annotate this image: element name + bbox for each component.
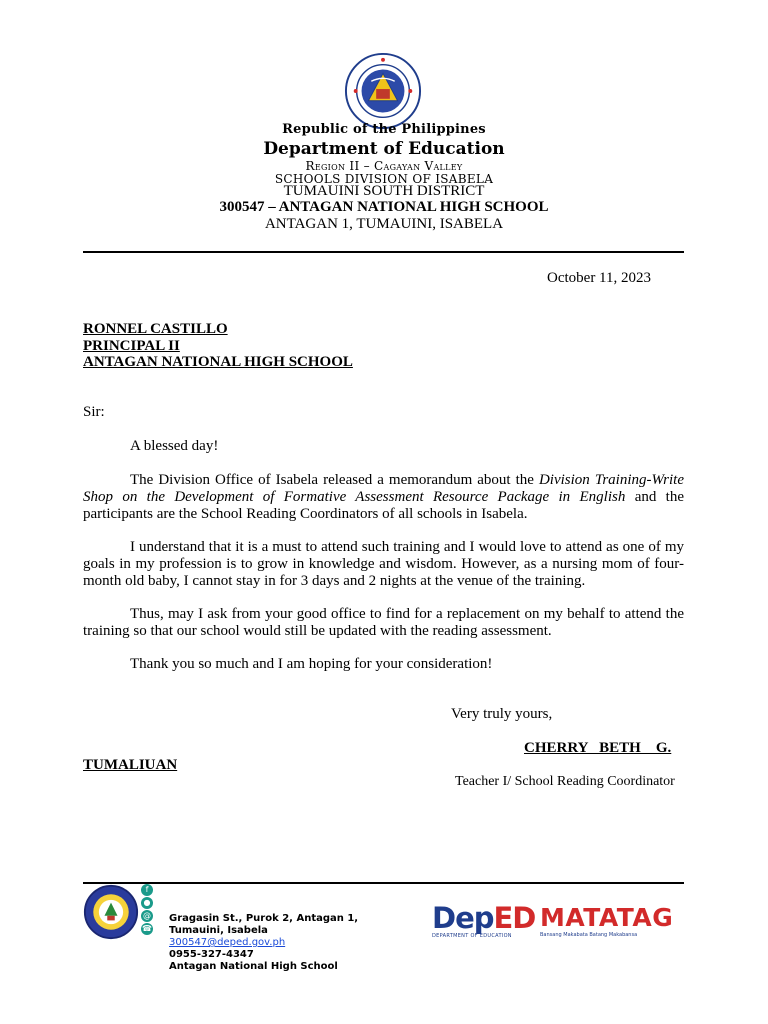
signer-title: Teacher I/ School Reading Coordinator xyxy=(455,774,675,789)
letter-date: October 11, 2023 xyxy=(547,270,652,286)
district-text: TUMAUINI SOUTH DISTRICT xyxy=(283,183,485,199)
recipient-name: RONNEL CASTILLO xyxy=(83,321,228,337)
paragraph-memorandum xyxy=(83,472,684,523)
signer-name-last: TUMALIUAN xyxy=(83,757,178,773)
signer-name-first: CHERRY BETH G. xyxy=(524,740,672,756)
region-text: Region II – Cagayan Valley xyxy=(305,159,463,173)
p1-before: The Division Office of Isabela released a memorandum about the xyxy=(130,472,539,488)
recipient-title: PRINCIPAL II xyxy=(83,338,180,354)
deped-seal-logo xyxy=(344,52,422,130)
recipient-school: ANTAGAN NATIONAL HIGH SCHOOL xyxy=(83,354,353,370)
deped-subtitle: DEPARTMENT OF EDUCATION xyxy=(432,933,512,939)
deped-logo xyxy=(432,903,535,939)
paragraph-request: Thus, may I ask from your good office to find for a replacement on my behalf to attend the training so that our school would still be updated with the reading assessment. xyxy=(83,606,684,639)
closing: Very truly yours, xyxy=(451,706,553,722)
footer-school-name: Antagan National High School xyxy=(169,961,338,972)
matatag-subtitle: Bansang Makabata Batang Makabansa xyxy=(540,932,638,938)
paragraph-reason: I understand that it is a must to attend such training and I would love to attend as one of my goals in my profession is to grow in knowledge and wisdom. However, as a nursing mom of four-month old baby, I cannot stay in for 3 days and 2 nights at the venue of the training. xyxy=(83,539,684,589)
salutation: Sir: xyxy=(83,404,105,420)
location-icon[interactable]: ● xyxy=(141,897,153,909)
header-divider xyxy=(83,251,684,253)
school-address: ANTAGAN 1, TUMAUINI, ISABELA xyxy=(264,216,504,232)
footer-phone: 0955-327-4347 xyxy=(169,949,254,960)
footer-divider xyxy=(83,882,684,884)
footer-address-line1: Gragasin St., Purok 2, Antagan 1, xyxy=(169,913,359,924)
p1-after: and the participants are the School Reading Coordinators of all schools in Isabela. xyxy=(83,489,685,522)
footer-email-link[interactable]: 300547@deped.gov.ph xyxy=(169,937,286,948)
deped-wordmark: DepED xyxy=(432,901,536,935)
school-seal-logo xyxy=(83,884,139,940)
facebook-icon[interactable]: f xyxy=(141,884,153,896)
phone-icon[interactable]: ☎ xyxy=(142,924,152,933)
email-icon[interactable]: @ xyxy=(143,911,151,920)
paragraph-thanks: Thank you so much and I am hoping for your consideration! xyxy=(130,656,493,672)
matatag-logo xyxy=(540,905,673,938)
training-title: Division Training-Write Shop on the Development of Formative Assessment Resource Package in English xyxy=(83,472,684,505)
footer-contact xyxy=(169,913,358,973)
greeting: A blessed day! xyxy=(130,438,219,454)
republic-text: Republic of the Philippines xyxy=(282,122,486,137)
division-text: SCHOOLS DIVISION OF ISABELA xyxy=(274,172,494,186)
department-title: Department of Education xyxy=(263,139,505,159)
school-title: 300547 – ANTAGAN NATIONAL HIGH SCHOOL xyxy=(219,199,549,215)
matatag-wordmark: MATATAG xyxy=(540,903,674,932)
footer-address-line2: Tumauini, Isabela xyxy=(169,925,268,936)
